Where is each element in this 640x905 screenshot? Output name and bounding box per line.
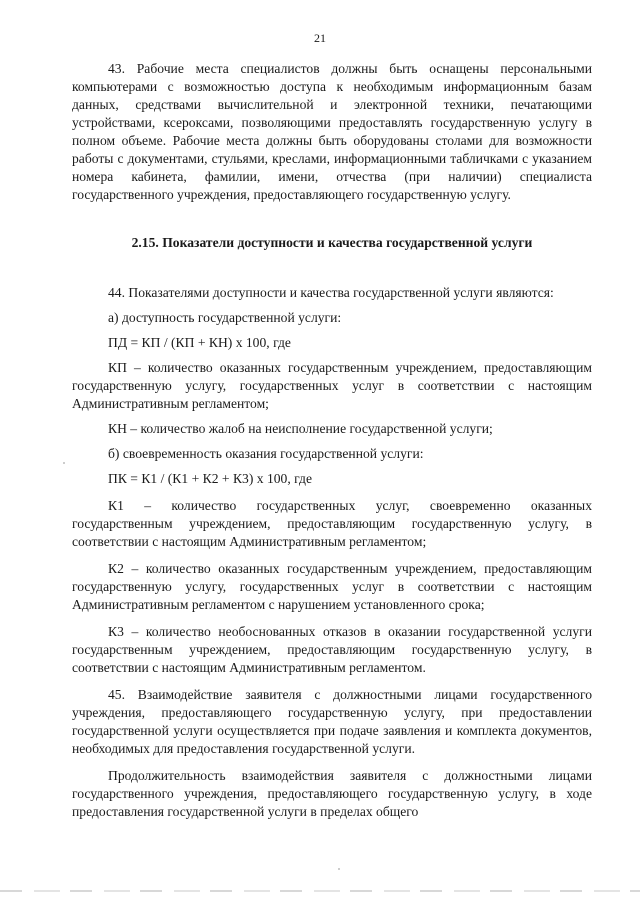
- formula-pk: ПК = К1 / (К1 + К2 + К3) x 100, где: [108, 471, 312, 486]
- item-a-title: а) доступность государственной услуги:: [108, 310, 342, 325]
- definition-kn: КН – количество жалоб на неисполнение государственной услуги;: [108, 421, 493, 436]
- scan-artifact-line: [0, 890, 640, 892]
- scan-speck: [338, 868, 340, 870]
- page-content: [72, 60, 592, 821]
- definition-k3: К3 – количество необоснованных отказов в оказании государственной услуги государственным учреждением, предоставляющим государственную услугу, в соответствии с настоящим Административным регламентом.: [72, 624, 592, 675]
- section-heading: 2.15. Показатели доступности и качества государственной услуги: [131, 235, 533, 250]
- definition-kp: КП – количество оказанных государственным учреждением, предоставляющим государственную услугу, государственных услуг в соответствии с настоящим Административным регламентом;: [72, 360, 592, 411]
- scan-speck: [63, 462, 65, 464]
- page-number: 21: [314, 31, 326, 45]
- paragraph-duration: Продолжительность взаимодействия заявителя с должностными лицами государственного учреждения, предоставляющего государственную услугу, в ходе предоставления государственной услуги в пределах общего: [72, 768, 592, 819]
- paragraph-44: 44. Показателями доступности и качества государственной услуги являются:: [108, 285, 554, 300]
- definition-k1: К1 – количество государственных услуг, своевременно оказанных государственным учреждением, предоставляющим государственную услугу, в соответствии с настоящим Административным регламентом;: [72, 498, 592, 549]
- item-b-title: б) своевременность оказания государственной услуги:: [108, 446, 424, 461]
- paragraph-43: 43. Рабочие места специалистов должны быть оснащены персональными компьютерами с возможностью доступа к необходимым информационным базам данных, средствами вычислительной и электронной техники, печатающими устройствами, ксероксами, позволяющими предоставлять государственную услугу в полном объеме. Рабочие места должны быть оборудованы столами для возможности работы с документами, стульями, креслами, информационными табличками с указанием номера кабинета, фамилии, имени, отчества (при наличии) специалиста государственного учреждения, предоставляющего государственную услугу.: [72, 61, 592, 202]
- paragraph-45: 45. Взаимодействие заявителя с должностными лицами государственного учреждения, предоставляющего государственную услугу, при предоставлении государственной услуги осуществляется при подаче заявления и комплекта документов, необходимых для предоставления государственной услуги.: [72, 687, 592, 756]
- definition-k2: К2 – количество оказанных государственным учреждением, предоставляющим государственную услугу, государственных услуг в соответствии с настоящим Административным регламентом с нарушением установленного срока;: [72, 561, 592, 612]
- formula-pd: ПД = КП / (КП + КН) x 100, где: [108, 335, 291, 350]
